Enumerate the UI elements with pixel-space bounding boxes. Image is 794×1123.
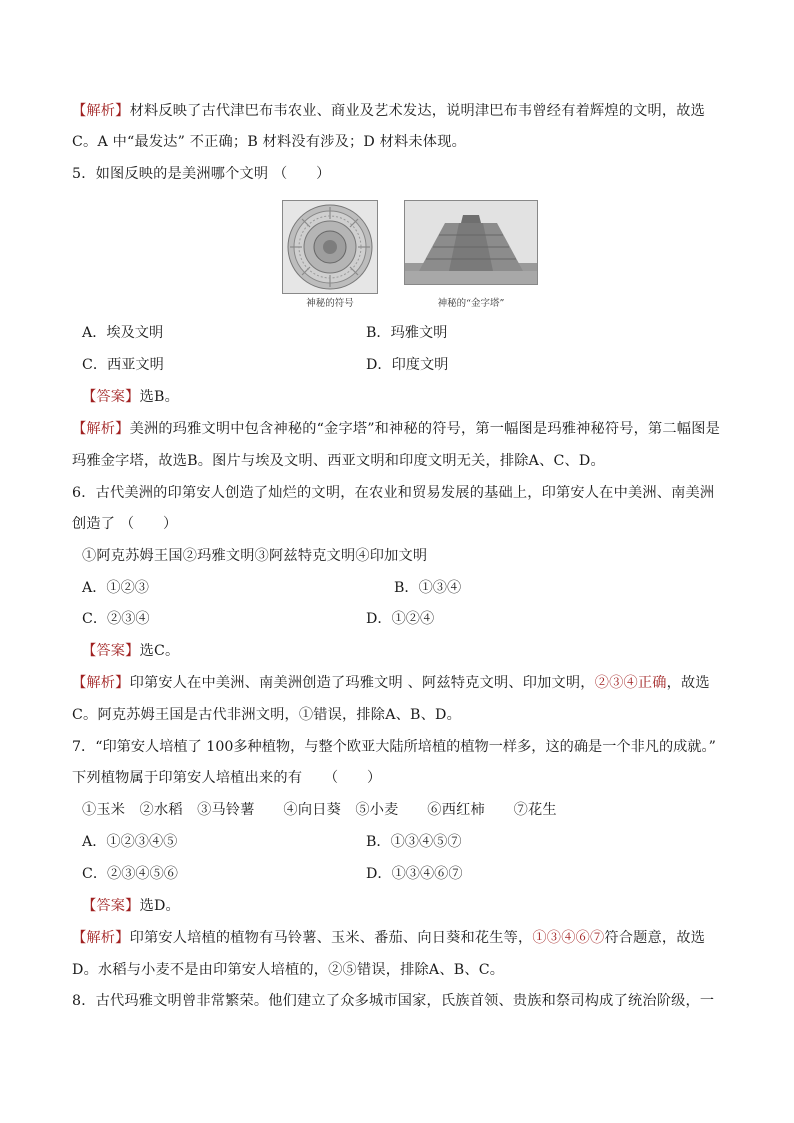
answer-text: 选B。 [139, 389, 179, 405]
analysis-tag: 【解析】 [72, 675, 130, 691]
q6-items: ①阿克苏姆王国②玛雅文明③阿兹特克文明④印加文明 [82, 548, 428, 564]
q7-items: ①玉米 ②水稻 ③马铃薯 ④向日葵 ⑤小麦 ⑥西红柿 ⑦花生 [82, 802, 557, 818]
figure-1-caption: 神秘的符号 [306, 298, 354, 309]
q7-answer [82, 896, 742, 916]
q6-stem-line-1: 6．古代美洲的印第安人创造了灿烂的文明，在农业和贸易发展的基础上，印第安人在中美洲、南美洲 [72, 485, 715, 501]
q7-option-d: D．①③④⑥⑦ [366, 866, 463, 882]
q6-analysis-line-2: C。阿克苏姆王国是古代非洲文明，①错误，排除A、B、D。 [72, 707, 462, 723]
sun-stone-icon [286, 203, 374, 291]
q6-stem-line-2: 创造了 （ ） [72, 516, 178, 532]
q7-option-b: B．①③④⑤⑦ [366, 834, 462, 850]
answer-tag: 【答案】 [82, 898, 140, 914]
prev-analysis-text: 材料反映了古代津巴布韦农业、商业及艺术发达，说明津巴布韦曾经有着辉煌的文明，故选 [129, 103, 706, 119]
q6-answer [82, 641, 742, 661]
q5-analysis-line-2: 玛雅金字塔，故选B。图片与埃及文明、西亚文明和印度文明无关，排除A、C、D。 [72, 453, 605, 469]
q5-option-d: D．印度文明 [366, 357, 449, 373]
q7-stem-line-2: 下列植物属于印第安人培植出来的有 （ ） [72, 770, 382, 786]
prev-analysis-line-1 [72, 101, 732, 121]
answer-text: 选C。 [139, 643, 180, 659]
analysis-tag: 【解析】 [72, 930, 130, 946]
figure-pyramid [404, 200, 538, 285]
prev-analysis-line-2: C。A 中“最发达” 不正确；B 材料没有涉及；D 材料未体现。 [72, 134, 466, 150]
analysis-text-end: 符合题意，故选 [604, 930, 706, 946]
analysis-highlight: ②③④正确 [594, 675, 667, 691]
answer-text: 选D。 [139, 898, 180, 914]
pyramid-icon [405, 201, 537, 284]
q5-option-c: C．西亚文明 [82, 357, 164, 373]
q6-analysis-line-1 [72, 673, 732, 693]
q5-figures [282, 200, 538, 312]
q7-analysis-line-1 [72, 928, 732, 948]
analysis-text: 印第安人培植的植物有马铃薯、玉米、番茄、向日葵和花生等， [129, 930, 533, 946]
q5-option-a: A．埃及文明 [82, 325, 164, 341]
q6-option-b: B．①③④ [394, 580, 462, 596]
analysis-tag: 【解析】 [72, 421, 130, 437]
analysis-highlight: ①③④⑥⑦ [532, 930, 605, 946]
analysis-tag: 【解析】 [72, 103, 130, 119]
analysis-text: 印第安人在中美洲、南美洲创造了玛雅文明 、阿兹特克文明、印加文明， [129, 675, 595, 691]
answer-tag: 【答案】 [82, 389, 140, 405]
answer-tag: 【答案】 [82, 643, 140, 659]
figure-aztec-calendar [282, 200, 378, 294]
analysis-text: 美洲的玛雅文明中包含神秘的“金字塔”和神秘的符号，第一幅图是玛雅神秘符号，第二幅图是 [129, 421, 720, 437]
q6-option-d: D．①②④ [366, 611, 435, 627]
q7-analysis-line-2: D。水稻与小麦不是由印第安人培植的，②⑤错误，排除A、B、C。 [72, 962, 505, 978]
q6-option-a: A．①②③ [82, 580, 149, 596]
q5-answer [82, 387, 742, 407]
q8-stem-line-1: 8．古代玛雅文明曾非常繁荣。他们建立了众多城市国家，氏族首领、贵族和祭司构成了统治阶级，一 [72, 993, 715, 1009]
q7-option-c: C．②③④⑤⑥ [82, 866, 178, 882]
q5-analysis-line-1 [72, 419, 732, 439]
q7-option-a: A．①②③④⑤ [82, 834, 178, 850]
q5-stem: 5．如图反映的是美洲哪个文明 （ ） [72, 166, 331, 182]
figure-2-caption: 神秘的“金字塔” [437, 298, 505, 309]
q7-stem-line-1: 7．“印第安人培植了 100多种植物，与整个欧亚大陆所培植的植物一样多，这的确是一个非凡的成就。” [72, 739, 716, 755]
q5-option-b: B．玛雅文明 [366, 325, 448, 341]
analysis-text-end: ，故选 [666, 675, 710, 691]
q6-option-c: C．②③④ [82, 611, 150, 627]
